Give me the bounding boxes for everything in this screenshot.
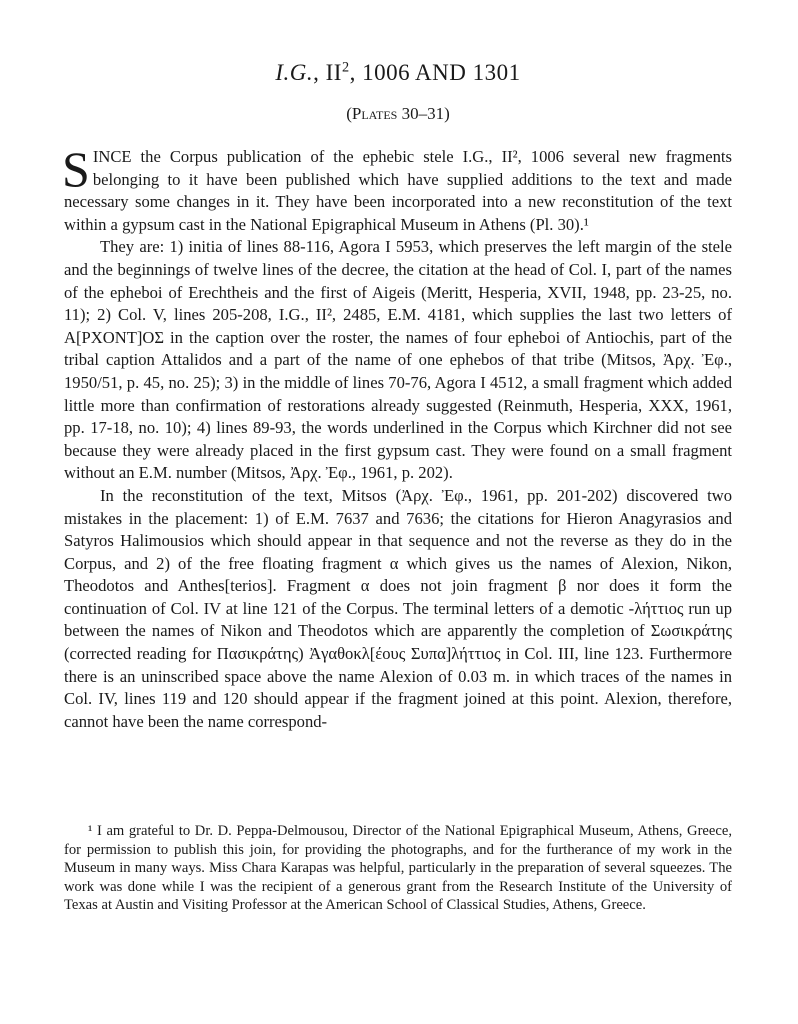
paragraph-3: In the reconstitution of the text, Mitsos (Ἀρχ. Ἐφ., 1961, pp. 201-202) discovered two mistakes in the placement: 1) of E.M. 7637 and 7636; the citations for Hieron Anagyrasios and Satyros Halimousios which should appear in that sequence and not the reverse as they do in the Corpus, and 2) of the free floating fragment α which gives us the names of Alexion, Nikon, Theodotos and Anthes[terios]. Fragment α does not join fragment β nor does it form the continuation of Col. IV at line 121 of the Corpus. The terminal letters of a demotic -λήττιος run up between the names of Nikon and Theodotos which are apparently the completion of Σωσικράτης (corrected reading for Πασικράτης) Ἀγαθοκλ[έους Συπα]λήττιος in Col. III, line 123. Furthermore there is an uninscribed space above the name Alexion of 0.03 m. in which traces of the names in Col. IV, lines 119 and 120 should appear if the fragment joined at this point. Alexion, therefore, cannot have been the name correspond- xyxy=(64,485,732,731)
footnote: ¹ I am grateful to Dr. D. Peppa-Delmousou, Director of the National Epigraphical Museum, Athens, Greece, for permission to publish this join, for providing the photographs, and for the furtherance of my work in the Museum in many ways. Miss Chara Karapas was helpful, particularly in the preparation of several squeezes. The work was done while I was the recipient of a generous grant from the Research Institute of the University of Texas at Austin and Visiting Professor at the American School of Classical Studies, Athens, Greece. xyxy=(64,823,732,914)
paragraph-1-text: INCE the Corpus publication of the ephebic stele I.G., II², 1006 several new fragments belonging to it have been published which have supplied additions to the text and made necessary some changes in it. They have been incorporated into a new reconstitution of the text within a gypsum cast in the National Epigraphical Museum in Athens (Pl. 30).¹ xyxy=(64,147,732,234)
paragraph-1 xyxy=(62,141,732,236)
drop-cap: S xyxy=(62,141,90,197)
article-body xyxy=(62,141,732,733)
page-title: I.G., $II^2$, 1006 AND 1301 xyxy=(275,59,521,85)
plates-subtitle: (Plates 30–31) xyxy=(346,104,450,123)
paragraph-2: They are: 1) initia of lines 88-116, Agora I 5953, which preserves the left margin of the stele and the beginnings of twelve lines of the decree, the citation at the head of Col. I, part of the names of the epheboi of Erechtheis and the first of Aigeis (Meritt, Hesperia, XVII, 1948, pp. 23-25, no. 11); 2) Col. V, lines 205-208, I.G., II², 2485, E.M. 4181, which supplies the last two letters of Α[ΡΧΟΝΤ]ΟΣ in the caption over the roster, the names of four epheboi of Antiochis, part of the tribal caption Attalidos and a part of the name of one ephebos of that tribe (Mitsos, Ἀρχ. Ἐφ., 1950/51, p. 45, no. 25); 3) in the middle of lines 70-76, Agora I 4512, a small fragment which added little more than confirmation of restorations already suggested (Reinmuth, Hesperia, XXX, 1961, pp. 17-18, no. 10); 4) lines 89-93, the words underlined in the Corpus which Kirchner did not see because they were already placed in the first gypsum cast. They were found on a small fragment without an E.M. number (Mitsos, Ἀρχ. Ἐφ., 1961, p. 202). xyxy=(64,237,732,483)
